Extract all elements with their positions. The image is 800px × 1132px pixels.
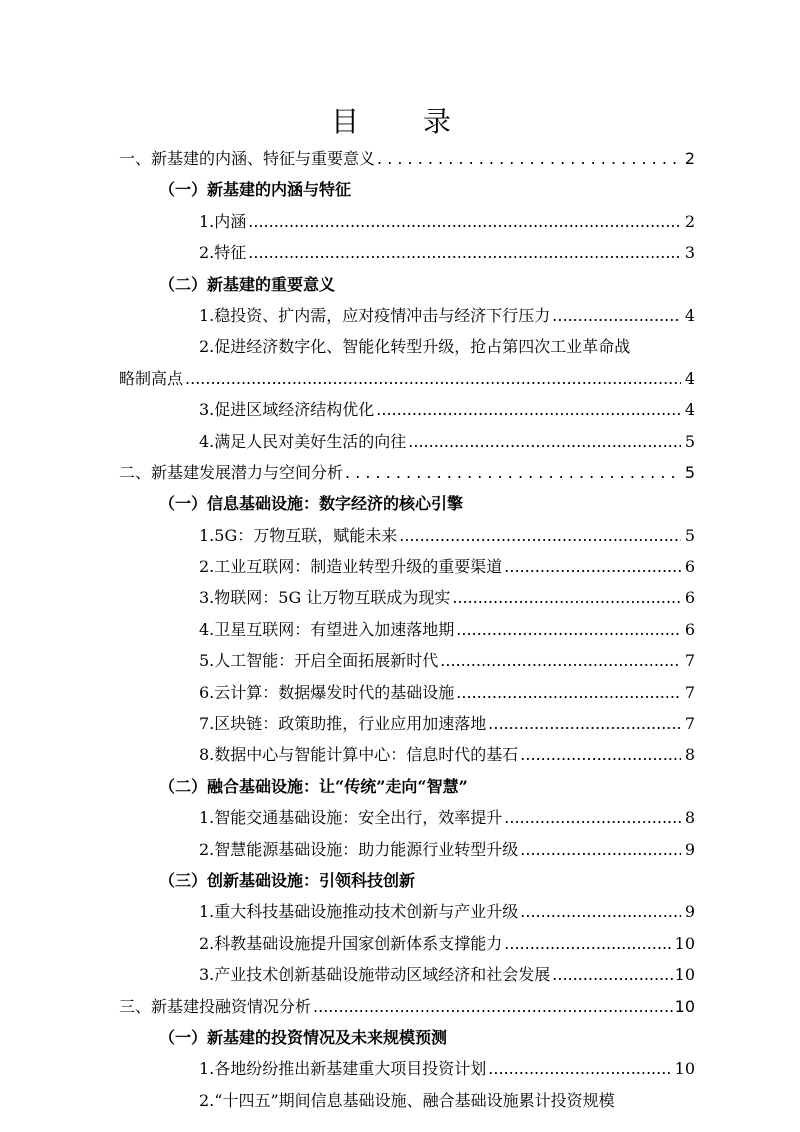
toc-entry[interactable] <box>119 899 695 930</box>
toc-entry[interactable] <box>119 711 695 742</box>
toc-page-number: 6 <box>684 557 695 577</box>
leader-dots <box>520 745 681 764</box>
toc-page-number: 7 <box>684 651 695 671</box>
toc-entry[interactable] <box>119 1088 695 1119</box>
toc-entry-text: 2.促进经济数字化、智能化转型升级，抢占第四次工业革命战 <box>199 337 631 357</box>
toc-entry-text: 1.稳投资、扩内需，应对疫情冲击与经济下行压力 <box>199 305 551 325</box>
toc-entry-text: 3.物联网：5G 让万物互联成为现实 <box>199 588 451 608</box>
toc-entry-text: 2.特征 <box>199 243 247 263</box>
leader-dots <box>345 463 681 482</box>
leader-dots <box>456 620 681 639</box>
toc-page-number: 9 <box>684 839 695 859</box>
toc-entry-text: （一）新基建的投资情况及未来规模预测 <box>159 1027 448 1047</box>
toc-entry-text: 二、新基建发展潜力与空间分析 <box>119 462 344 482</box>
page-title: 目 录 <box>330 105 469 138</box>
toc-page-number: 4 <box>684 400 695 420</box>
toc-entry-text: 2.科教基础设施提升国家创新体系支撑能力 <box>199 933 503 953</box>
toc-page-number: 5 <box>684 525 695 545</box>
toc-entry[interactable] <box>119 334 695 365</box>
toc-page-number: 8 <box>684 745 695 765</box>
toc-entry[interactable] <box>119 240 695 271</box>
toc-page-number: 6 <box>684 588 695 608</box>
toc-entry[interactable] <box>119 272 695 303</box>
toc-entry[interactable] <box>119 1056 695 1087</box>
leader-dots <box>520 902 681 921</box>
toc-entry-text: 2.工业互联网：制造业转型升级的重要渠道 <box>199 557 503 577</box>
leader-dots <box>399 526 681 545</box>
toc-entry[interactable] <box>119 648 695 679</box>
toc-page-number: 3 <box>684 243 695 263</box>
toc-entry-text: 一、新基建的内涵、特征与重要意义 <box>119 149 376 168</box>
toc-entry-text: 1.智能交通基础设施：安全出行，效率提升 <box>199 808 503 828</box>
toc-entry[interactable] <box>119 742 695 773</box>
toc-page-number: 6 <box>684 619 695 639</box>
leader-dots <box>504 557 681 576</box>
toc-entry-text: 4.卫星互联网：有望进入加速落地期 <box>199 619 455 639</box>
toc-entry[interactable] <box>119 680 695 711</box>
toc-entry-text: 1.重大科技基础设施推动技术创新与产业升级 <box>199 902 519 922</box>
toc-entry-text: 1.各地纷纷推出新基建重大项目投资计划 <box>199 1059 487 1079</box>
leader-dots <box>440 651 681 670</box>
toc-entry[interactable] <box>119 460 695 491</box>
leader-dots <box>552 965 672 984</box>
toc-entry-text: （二）新基建的重要意义 <box>159 274 336 294</box>
leader-dots <box>313 997 673 1016</box>
toc-entry[interactable] <box>119 177 695 208</box>
leader-dots <box>248 243 681 262</box>
toc-page-number: 10 <box>674 996 695 1016</box>
toc-entry-text: 3.促进区域经济结构优化 <box>199 400 375 420</box>
toc-entry[interactable] <box>119 1025 695 1056</box>
leader-dots <box>504 808 681 827</box>
toc-page-number: 9 <box>684 902 695 922</box>
toc-page-number: 5 <box>684 431 695 451</box>
toc-page-number: 4 <box>684 305 695 325</box>
toc-entry[interactable] <box>119 397 695 428</box>
toc-entry[interactable] <box>119 491 695 522</box>
toc-entry[interactable] <box>119 585 695 616</box>
leader-dots <box>376 400 681 419</box>
toc-entry[interactable] <box>119 617 695 648</box>
toc-entry[interactable] <box>119 523 695 554</box>
leader-dots <box>452 588 681 607</box>
leader-dots <box>185 369 681 388</box>
toc-page-number: 7 <box>684 682 695 702</box>
toc-entry-text: 5.人工智能：开启全面拓展新时代 <box>199 651 439 671</box>
toc-page-number: 4 <box>684 368 695 388</box>
toc-entry[interactable] <box>119 994 695 1025</box>
toc-entry-text: （二）融合基础设施：让“传统”走向“智慧” <box>159 776 468 796</box>
toc-entry-text: 8.数据中心与智能计算中心：信息时代的基石 <box>199 745 519 765</box>
toc-entry[interactable] <box>119 837 695 868</box>
toc-entry-text: 1.内涵 <box>199 211 247 231</box>
toc-entry-text: 2.智慧能源基础设施：助力能源行业转型升级 <box>199 839 519 859</box>
toc-entry-text: 略制高点 <box>119 368 184 388</box>
leader-dots <box>248 212 681 231</box>
table-of-contents <box>119 146 695 1119</box>
toc-entry[interactable] <box>119 962 695 993</box>
leader-dots <box>488 714 681 733</box>
toc-entry[interactable] <box>119 868 695 899</box>
toc-entry[interactable] <box>119 805 695 836</box>
leader-dots <box>377 149 681 168</box>
toc-page-number: 10 <box>674 1059 695 1079</box>
toc-entry[interactable] <box>119 774 695 805</box>
toc-entry-text: （一）信息基础设施：数字经济的核心引擎 <box>159 494 464 514</box>
leader-dots <box>408 432 681 451</box>
toc-page-number: 2 <box>684 149 695 168</box>
toc-entry[interactable] <box>119 209 695 240</box>
toc-page-number: 10 <box>674 933 695 953</box>
toc-entry[interactable] <box>119 303 695 334</box>
leader-dots <box>520 840 681 859</box>
leader-dots <box>456 683 681 702</box>
toc-page-number: 7 <box>684 714 695 734</box>
toc-entry[interactable] <box>119 146 695 177</box>
toc-entry-text: 1.5G：万物互联，赋能未来 <box>199 525 398 545</box>
toc-entry-text: 3.产业技术创新基础设施带动区域经济和社会发展 <box>199 965 551 985</box>
toc-entry-text: 4.满足人民对美好生活的向往 <box>199 431 407 451</box>
toc-entry-text: （一）新基建的内涵与特征 <box>159 180 352 200</box>
toc-entry-text: 7.区块链：政策助推，行业应用加速落地 <box>199 714 487 734</box>
toc-entry-text: 2.“十四五”期间信息基础设施、融合基础设施累计投资规模 <box>199 1090 615 1110</box>
toc-entry-text: 三、新基建投融资情况分析 <box>119 996 312 1016</box>
leader-dots <box>552 306 681 325</box>
toc-page-number: 10 <box>674 965 695 985</box>
toc-page-number: 5 <box>684 462 695 482</box>
toc-page-number: 8 <box>684 808 695 828</box>
toc-entry[interactable] <box>119 554 695 585</box>
toc-entry-text: 6.云计算：数据爆发时代的基础设施 <box>199 682 455 702</box>
leader-dots <box>504 934 672 953</box>
toc-entry-text: （三）创新基础设施：引领科技创新 <box>159 870 416 890</box>
toc-entry[interactable] <box>119 429 695 460</box>
toc-entry[interactable] <box>119 366 695 397</box>
toc-page-number: 2 <box>684 211 695 231</box>
toc-entry[interactable] <box>119 931 695 962</box>
leader-dots <box>488 1059 672 1078</box>
